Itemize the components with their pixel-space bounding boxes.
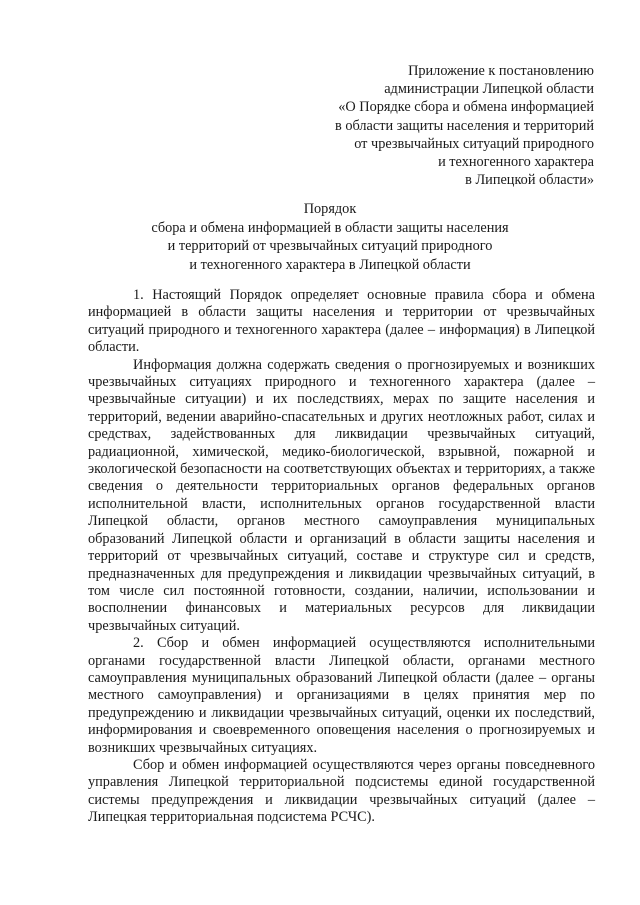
title-line: и техногенного характера в Липецкой области — [189, 256, 471, 273]
appendix-line: от чрезвычайных ситуаций природного — [354, 135, 594, 152]
title-line: сбора и обмена информацией в области защиты населения — [151, 219, 509, 236]
title-line: Порядок — [303, 201, 357, 217]
paragraph: 1. Настоящий Порядок определяет основные правила сбора и обмена информацией в области защиты населения и территории от чрезвычайных ситуаций природного и техногенного характера (далее – информация) в Липецкой области. — [88, 287, 595, 356]
document-title — [80, 200, 580, 274]
document-body — [88, 287, 595, 827]
appendix-line: и техногенного характера — [438, 154, 594, 171]
paragraph: 2. Сбор и обмен информацией осуществляются исполнительными органами государственной власти Липецкой области, органами местного самоуправления муниципальных образований Липецкой области (далее – органы местного самоуправления) и организациями в целях принятия мер по предупреждению и ликвидации чрезвычайных ситуаций, оценки их последствий, информирования и своевременного оповещения населения о прогнозируемых и возникших чрезвычайных ситуациях. — [88, 635, 595, 756]
appendix-line: администрации Липецкой области — [384, 81, 594, 98]
title-line: и территорий от чрезвычайных ситуаций природного — [167, 238, 493, 255]
appendix-line: в области защиты населения и территорий — [335, 117, 594, 134]
appendix-line: Приложение к постановлению — [408, 63, 594, 79]
paragraph: Информация должна содержать сведения о прогнозируемых и возникших чрезвычайных ситуациях природного и техногенного характера (далее – чрезвычайные ситуации) и их последствиях, мерах по защите населения и территорий, ведении аварийно-спасательных и других неотложных работ, силах и средствах, задействованных для ликвидации чрезвычайных ситуаций, радиационной, химической, медико-биологической, взрывной, пожарной и экологической безопасности на соответствующих объектах и территориях, а также сведения о деятельности территориальных органов федеральных органов исполнительной власти, исполнительных органов государственной власти Липецкой области, органов местного самоуправления муниципальных образований Липецкой области и организаций в области защиты населения и территорий от чрезвычайных ситуаций, составе и структуре сил и средств, предназначенных для предупреждения и ликвидации чрезвычайных ситуаций, в том числе сил постоянной готовности, создании, наличии, использовании и восполнении финансовых и материальных ресурсов для ликвидации чрезвычайных ситуаций. — [88, 356, 595, 634]
appendix-header — [264, 62, 594, 189]
appendix-line: в Липецкой области» — [465, 172, 594, 189]
appendix-line: «О Порядке сбора и обмена информацией — [338, 99, 594, 116]
paragraph: Сбор и обмен информацией осуществляются через органы повседневного управления Липецкой территориальной подсистемы единой государственной системы предупреждения и ликвидации чрезвычайных ситуаций (далее – Липецкая территориальная подсистема РСЧС). — [88, 756, 595, 826]
